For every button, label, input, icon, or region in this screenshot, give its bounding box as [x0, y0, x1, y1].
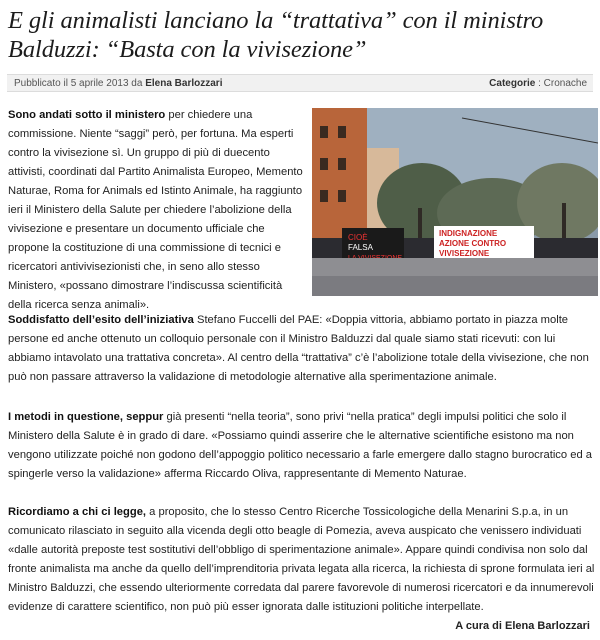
category-link[interactable]: Cronache — [543, 78, 587, 89]
banner-left-text-2: FALSA — [348, 243, 373, 252]
paragraph-2-lead: Soddisfatto dell’esito dell’iniziativa — [8, 314, 194, 326]
author-link[interactable]: Elena Barlozzari — [145, 78, 223, 89]
category-label: Categorie — [489, 78, 536, 89]
paragraph-4-lead: Ricordiamo a chi ci legge, — [8, 506, 147, 518]
category-separator: : — [535, 78, 544, 89]
paragraph-2 — [8, 311, 596, 387]
publish-date-text: Pubblicato il 5 aprile 2013 da — [14, 78, 143, 89]
paragraph-3-body: già presenti “nella teoria”, sono privi “nella pratica” degli impulsi politici che solo il Ministero della Salute è in grado di dare. «Possiamo quindi asserire che le alternative scientifiche esistono ma non vengono utilizzate poiché non godono dell’appoggio politico necessario a farle emergere dallo stagno burocratico ed a spingerle verso la validazione» afferma Riccardo Oliva, rappresentante di Memento Naturae. — [8, 411, 593, 480]
article-title: E gli animalisti lanciano la “trattativa” con il ministro Balduzzi: “Basta con la vivisezione” — [8, 7, 544, 63]
byline: A cura di Elena Barlozzari — [455, 620, 590, 632]
banner-right-text-3: VIVISEZIONE — [439, 249, 490, 258]
category-info — [489, 78, 587, 89]
paragraph-1-lead: Sono andati sotto il ministero — [8, 109, 166, 121]
paragraph-3 — [8, 408, 596, 484]
article-photo — [312, 108, 598, 296]
banner-right-text-2: AZIONE CONTRO — [439, 239, 507, 248]
paragraph-3-lead: I metodi in questione, seppur — [8, 411, 164, 423]
paragraph-4-body: a proposito, che lo stesso Centro Ricerche Tossicologiche della Menarini S.p.a, in un comunicato rilasciato in seguito alla vicenda degli otto beagle di Pomezia, aveva auspicato che venissero individuati «dalle autorità preposte test sostitutivi dell’obbligo di sperimentazione animale». Appare quindi condivisa non solo dal fronte animalista ma anche da quello dell’imprenditoria privata legata alla ricerca, la richiesta di sprone formulata ieri al Ministro Balduzzi, che essendo ulteriormente corredata dal parere favorevole di numerosi ricercatori e da innumerevoli evidenze di carattere scientifico, non può più esser ignorata dalle istituzioni politiche interpellate. — [8, 506, 595, 613]
paragraph-2-body: Stefano Fuccelli del PAE: «Doppia vittoria, abbiamo portato in piazza molte persone ed anche ottenuto un colloquio personale con il Ministro Balduzzi dal quale siamo stati ricevuti: con lui abbiamo intavolato una trattativa concreta». Al centro della “trattativa” c’è l’abolizione totale della vivisezione, che non può non passare attraverso la validazione di metodologie alternative alla sperimentazione animale. — [8, 314, 589, 383]
publish-info — [14, 78, 222, 89]
paragraph-1-body: per chiedere una commissione. Niente “saggi” però, per fortuna. Ma esperti contro la vivisezione sì. Un gruppo di più di duecento attivisti, coordinati dal Partito Animalista Europeo, Memento Naturae, Roma for Animals ed Istinto Animale, ha raggiunto ieri il Ministero della Salute per chiedere l’abolizione della vivisezione e presentare un documento ufficiale che propone la costituzione di una commissione di tecnici e ricercatori antivivisezionisti che, in seno allo stesso Ministero, «possano dimostrare l’indiscussa scientificità della ricerca senza animali». — [8, 109, 303, 311]
banner-right-text-1: INDIGNAZIONE — [439, 229, 498, 238]
article-meta-bar — [7, 74, 593, 92]
banner-left-text-1: CIOÈ — [348, 233, 368, 242]
paragraph-4 — [8, 503, 596, 617]
paragraph-1 — [8, 106, 304, 315]
